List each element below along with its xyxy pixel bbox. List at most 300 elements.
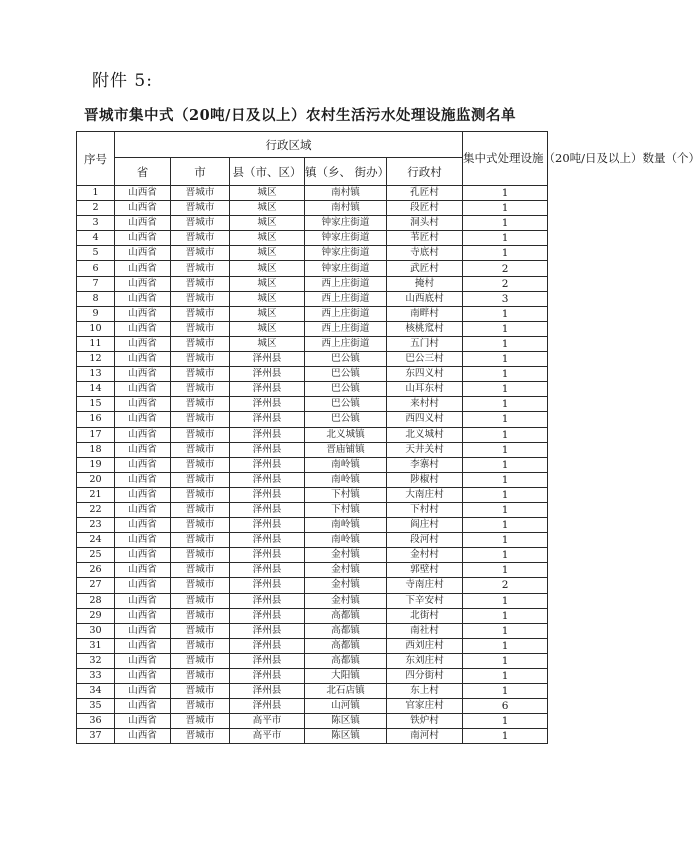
cell-town: 北义城镇 bbox=[305, 427, 387, 442]
table-row bbox=[77, 306, 548, 321]
cell-province: 山西省 bbox=[115, 563, 171, 578]
cell-count: 1 bbox=[463, 518, 548, 533]
cell-count: 1 bbox=[463, 623, 548, 638]
cell-county: 城区 bbox=[230, 276, 305, 291]
cell-count: 1 bbox=[463, 487, 548, 502]
cell-city: 晋城市 bbox=[171, 427, 230, 442]
cell-province: 山西省 bbox=[115, 246, 171, 261]
cell-count: 1 bbox=[463, 336, 548, 351]
cell-village: 下村村 bbox=[387, 502, 463, 517]
cell-province: 山西省 bbox=[115, 321, 171, 336]
cell-city: 晋城市 bbox=[171, 638, 230, 653]
cell-village: 四分街村 bbox=[387, 669, 463, 684]
cell-count: 1 bbox=[463, 472, 548, 487]
cell-index: 28 bbox=[77, 593, 115, 608]
table-row bbox=[77, 502, 548, 517]
cell-village: 西刘庄村 bbox=[387, 638, 463, 653]
table-row bbox=[77, 472, 548, 487]
cell-county: 城区 bbox=[230, 246, 305, 261]
cell-county: 泽州县 bbox=[230, 533, 305, 548]
cell-village: 南河村 bbox=[387, 729, 463, 744]
cell-province: 山西省 bbox=[115, 593, 171, 608]
table-row bbox=[77, 382, 548, 397]
cell-village: 下辛安村 bbox=[387, 593, 463, 608]
cell-index: 26 bbox=[77, 563, 115, 578]
cell-village: 阎庄村 bbox=[387, 518, 463, 533]
cell-town: 钟家庄街道 bbox=[305, 216, 387, 231]
header-village: 行政村 bbox=[387, 158, 463, 186]
cell-county: 城区 bbox=[230, 231, 305, 246]
cell-city: 晋城市 bbox=[171, 321, 230, 336]
table-row bbox=[77, 487, 548, 502]
cell-index: 20 bbox=[77, 472, 115, 487]
cell-index: 22 bbox=[77, 502, 115, 517]
cell-province: 山西省 bbox=[115, 442, 171, 457]
cell-province: 山西省 bbox=[115, 608, 171, 623]
cell-index: 29 bbox=[77, 608, 115, 623]
cell-count: 1 bbox=[463, 382, 548, 397]
table-row bbox=[77, 231, 548, 246]
cell-index: 23 bbox=[77, 518, 115, 533]
cell-count: 1 bbox=[463, 367, 548, 382]
cell-town: 晋庙铺镇 bbox=[305, 442, 387, 457]
cell-town: 高都镇 bbox=[305, 608, 387, 623]
table-row bbox=[77, 321, 548, 336]
cell-county: 泽州县 bbox=[230, 487, 305, 502]
cell-village: 大南庄村 bbox=[387, 487, 463, 502]
cell-town: 下村镇 bbox=[305, 502, 387, 517]
cell-village: 掩村 bbox=[387, 276, 463, 291]
header-city: 市 bbox=[171, 158, 230, 186]
table-row bbox=[77, 684, 548, 699]
cell-town: 巴公镇 bbox=[305, 412, 387, 427]
cell-count: 1 bbox=[463, 729, 548, 744]
cell-count: 1 bbox=[463, 548, 548, 563]
cell-index: 19 bbox=[77, 457, 115, 472]
cell-village: 段匠村 bbox=[387, 201, 463, 216]
cell-village: 李寨村 bbox=[387, 457, 463, 472]
cell-index: 25 bbox=[77, 548, 115, 563]
cell-city: 晋城市 bbox=[171, 246, 230, 261]
cell-province: 山西省 bbox=[115, 201, 171, 216]
cell-count: 2 bbox=[463, 261, 548, 276]
cell-city: 晋城市 bbox=[171, 457, 230, 472]
cell-city: 晋城市 bbox=[171, 684, 230, 699]
cell-town: 南岭镇 bbox=[305, 457, 387, 472]
cell-city: 晋城市 bbox=[171, 397, 230, 412]
cell-province: 山西省 bbox=[115, 623, 171, 638]
cell-town: 大阳镇 bbox=[305, 669, 387, 684]
cell-index: 8 bbox=[77, 291, 115, 306]
cell-city: 晋城市 bbox=[171, 502, 230, 517]
table-row bbox=[77, 201, 548, 216]
cell-city: 晋城市 bbox=[171, 472, 230, 487]
cell-county: 城区 bbox=[230, 216, 305, 231]
cell-city: 晋城市 bbox=[171, 608, 230, 623]
cell-village: 寺南庄村 bbox=[387, 578, 463, 593]
cell-count: 1 bbox=[463, 216, 548, 231]
cell-province: 山西省 bbox=[115, 427, 171, 442]
cell-town: 高都镇 bbox=[305, 638, 387, 653]
table-row bbox=[77, 578, 548, 593]
cell-county: 城区 bbox=[230, 336, 305, 351]
cell-city: 晋城市 bbox=[171, 412, 230, 427]
cell-count: 1 bbox=[463, 397, 548, 412]
cell-index: 21 bbox=[77, 487, 115, 502]
cell-index: 1 bbox=[77, 186, 115, 201]
table-row bbox=[77, 427, 548, 442]
cell-town: 金村镇 bbox=[305, 578, 387, 593]
cell-town: 钟家庄街道 bbox=[305, 261, 387, 276]
cell-index: 36 bbox=[77, 714, 115, 729]
table-row bbox=[77, 352, 548, 367]
header-town: 镇（乡、 街办） bbox=[305, 158, 387, 186]
table-row bbox=[77, 669, 548, 684]
cell-city: 晋城市 bbox=[171, 186, 230, 201]
header-index: 序号 bbox=[77, 132, 115, 186]
cell-count: 1 bbox=[463, 502, 548, 517]
cell-county: 泽州县 bbox=[230, 457, 305, 472]
cell-province: 山西省 bbox=[115, 578, 171, 593]
cell-village: 寺底村 bbox=[387, 246, 463, 261]
cell-county: 城区 bbox=[230, 261, 305, 276]
cell-index: 15 bbox=[77, 397, 115, 412]
cell-village: 孔匠村 bbox=[387, 186, 463, 201]
table-row bbox=[77, 412, 548, 427]
cell-province: 山西省 bbox=[115, 729, 171, 744]
cell-count: 1 bbox=[463, 457, 548, 472]
cell-province: 山西省 bbox=[115, 714, 171, 729]
cell-city: 晋城市 bbox=[171, 623, 230, 638]
cell-count: 3 bbox=[463, 291, 548, 306]
cell-count: 1 bbox=[463, 638, 548, 653]
cell-village: 洞头村 bbox=[387, 216, 463, 231]
cell-city: 晋城市 bbox=[171, 336, 230, 351]
cell-city: 晋城市 bbox=[171, 593, 230, 608]
cell-village: 北义城村 bbox=[387, 427, 463, 442]
cell-index: 3 bbox=[77, 216, 115, 231]
cell-count: 1 bbox=[463, 186, 548, 201]
cell-count: 1 bbox=[463, 306, 548, 321]
cell-index: 13 bbox=[77, 367, 115, 382]
cell-county: 泽州县 bbox=[230, 578, 305, 593]
cell-county: 城区 bbox=[230, 306, 305, 321]
table-row bbox=[77, 186, 548, 201]
cell-town: 南岭镇 bbox=[305, 518, 387, 533]
cell-city: 晋城市 bbox=[171, 291, 230, 306]
cell-town: 金村镇 bbox=[305, 563, 387, 578]
table-row bbox=[77, 457, 548, 472]
cell-county: 泽州县 bbox=[230, 397, 305, 412]
cell-index: 31 bbox=[77, 638, 115, 653]
cell-city: 晋城市 bbox=[171, 653, 230, 668]
cell-province: 山西省 bbox=[115, 382, 171, 397]
cell-province: 山西省 bbox=[115, 352, 171, 367]
table-row bbox=[77, 653, 548, 668]
cell-index: 2 bbox=[77, 201, 115, 216]
cell-count: 1 bbox=[463, 246, 548, 261]
cell-province: 山西省 bbox=[115, 502, 171, 517]
cell-count: 1 bbox=[463, 669, 548, 684]
cell-city: 晋城市 bbox=[171, 367, 230, 382]
cell-county: 城区 bbox=[230, 291, 305, 306]
table-row bbox=[77, 397, 548, 412]
cell-province: 山西省 bbox=[115, 472, 171, 487]
cell-town: 西上庄街道 bbox=[305, 321, 387, 336]
cell-province: 山西省 bbox=[115, 186, 171, 201]
cell-county: 泽州县 bbox=[230, 382, 305, 397]
cell-count: 6 bbox=[463, 699, 548, 714]
cell-county: 高平市 bbox=[230, 714, 305, 729]
cell-village: 金村村 bbox=[387, 548, 463, 563]
table-row bbox=[77, 246, 548, 261]
cell-county: 泽州县 bbox=[230, 502, 305, 517]
table-row bbox=[77, 608, 548, 623]
cell-county: 城区 bbox=[230, 186, 305, 201]
cell-city: 晋城市 bbox=[171, 563, 230, 578]
cell-village: 陟椒村 bbox=[387, 472, 463, 487]
cell-index: 34 bbox=[77, 684, 115, 699]
cell-town: 西上庄街道 bbox=[305, 306, 387, 321]
cell-count: 1 bbox=[463, 201, 548, 216]
cell-count: 1 bbox=[463, 412, 548, 427]
cell-count: 1 bbox=[463, 321, 548, 336]
cell-province: 山西省 bbox=[115, 306, 171, 321]
cell-index: 6 bbox=[77, 261, 115, 276]
table-row bbox=[77, 699, 548, 714]
cell-count: 1 bbox=[463, 442, 548, 457]
cell-county: 泽州县 bbox=[230, 472, 305, 487]
cell-city: 晋城市 bbox=[171, 518, 230, 533]
cell-county: 泽州县 bbox=[230, 412, 305, 427]
cell-town: 巴公镇 bbox=[305, 382, 387, 397]
cell-index: 17 bbox=[77, 427, 115, 442]
cell-village: 北街村 bbox=[387, 608, 463, 623]
cell-town: 陈区镇 bbox=[305, 714, 387, 729]
cell-province: 山西省 bbox=[115, 518, 171, 533]
cell-province: 山西省 bbox=[115, 216, 171, 231]
table-row bbox=[77, 261, 548, 276]
cell-county: 泽州县 bbox=[230, 608, 305, 623]
cell-count: 1 bbox=[463, 714, 548, 729]
cell-city: 晋城市 bbox=[171, 231, 230, 246]
cell-index: 16 bbox=[77, 412, 115, 427]
cell-index: 9 bbox=[77, 306, 115, 321]
cell-village: 来村村 bbox=[387, 397, 463, 412]
cell-town: 西上庄街道 bbox=[305, 276, 387, 291]
cell-city: 晋城市 bbox=[171, 699, 230, 714]
cell-province: 山西省 bbox=[115, 638, 171, 653]
cell-city: 晋城市 bbox=[171, 578, 230, 593]
cell-village: 段河村 bbox=[387, 533, 463, 548]
cell-city: 晋城市 bbox=[171, 442, 230, 457]
table-row bbox=[77, 533, 548, 548]
cell-town: 西上庄街道 bbox=[305, 336, 387, 351]
cell-town: 高都镇 bbox=[305, 623, 387, 638]
cell-county: 泽州县 bbox=[230, 548, 305, 563]
cell-county: 高平市 bbox=[230, 729, 305, 744]
cell-index: 30 bbox=[77, 623, 115, 638]
cell-province: 山西省 bbox=[115, 336, 171, 351]
cell-index: 12 bbox=[77, 352, 115, 367]
cell-city: 晋城市 bbox=[171, 276, 230, 291]
cell-count: 1 bbox=[463, 653, 548, 668]
cell-province: 山西省 bbox=[115, 653, 171, 668]
cell-town: 巴公镇 bbox=[305, 397, 387, 412]
cell-index: 4 bbox=[77, 231, 115, 246]
cell-town: 南村镇 bbox=[305, 201, 387, 216]
cell-town: 山河镇 bbox=[305, 699, 387, 714]
document-title: 晋城市集中式（20吨/日及以上）农村生活污水处理设施监测名单 bbox=[84, 107, 516, 124]
cell-town: 巴公镇 bbox=[305, 352, 387, 367]
cell-city: 晋城市 bbox=[171, 669, 230, 684]
cell-count: 2 bbox=[463, 578, 548, 593]
cell-city: 晋城市 bbox=[171, 352, 230, 367]
cell-town: 钟家庄街道 bbox=[305, 231, 387, 246]
header-province: 省 bbox=[115, 158, 171, 186]
cell-town: 巴公镇 bbox=[305, 367, 387, 382]
cell-county: 泽州县 bbox=[230, 638, 305, 653]
cell-county: 泽州县 bbox=[230, 367, 305, 382]
cell-village: 西四义村 bbox=[387, 412, 463, 427]
cell-town: 南岭镇 bbox=[305, 472, 387, 487]
cell-index: 14 bbox=[77, 382, 115, 397]
cell-county: 泽州县 bbox=[230, 669, 305, 684]
cell-index: 5 bbox=[77, 246, 115, 261]
cell-count: 1 bbox=[463, 593, 548, 608]
cell-count: 1 bbox=[463, 563, 548, 578]
cell-village: 五门村 bbox=[387, 336, 463, 351]
cell-town: 南村镇 bbox=[305, 186, 387, 201]
cell-county: 泽州县 bbox=[230, 684, 305, 699]
table-row bbox=[77, 729, 548, 744]
cell-index: 18 bbox=[77, 442, 115, 457]
cell-village: 东四义村 bbox=[387, 367, 463, 382]
cell-province: 山西省 bbox=[115, 291, 171, 306]
cell-county: 泽州县 bbox=[230, 442, 305, 457]
table-row bbox=[77, 276, 548, 291]
table-row bbox=[77, 336, 548, 351]
cell-index: 33 bbox=[77, 669, 115, 684]
cell-town: 下村镇 bbox=[305, 487, 387, 502]
facility-table bbox=[76, 131, 700, 744]
table-row bbox=[77, 593, 548, 608]
cell-city: 晋城市 bbox=[171, 533, 230, 548]
header-county: 县（市、区） bbox=[230, 158, 305, 186]
cell-town: 高都镇 bbox=[305, 653, 387, 668]
table-row bbox=[77, 548, 548, 563]
cell-county: 城区 bbox=[230, 321, 305, 336]
cell-count: 1 bbox=[463, 231, 548, 246]
cell-village: 武匠村 bbox=[387, 261, 463, 276]
cell-index: 7 bbox=[77, 276, 115, 291]
cell-village: 山西底村 bbox=[387, 291, 463, 306]
cell-village: 南社村 bbox=[387, 623, 463, 638]
cell-village: 铁炉村 bbox=[387, 714, 463, 729]
cell-village: 东上村 bbox=[387, 684, 463, 699]
cell-count: 1 bbox=[463, 608, 548, 623]
cell-city: 晋城市 bbox=[171, 729, 230, 744]
table-row bbox=[77, 623, 548, 638]
cell-city: 晋城市 bbox=[171, 201, 230, 216]
table-row bbox=[77, 638, 548, 653]
table-header bbox=[77, 132, 700, 186]
table-row bbox=[77, 291, 548, 306]
table-row bbox=[77, 442, 548, 457]
cell-province: 山西省 bbox=[115, 412, 171, 427]
cell-province: 山西省 bbox=[115, 669, 171, 684]
table-row bbox=[77, 216, 548, 231]
cell-village: 山耳东村 bbox=[387, 382, 463, 397]
cell-province: 山西省 bbox=[115, 533, 171, 548]
table-body bbox=[77, 186, 548, 744]
cell-city: 晋城市 bbox=[171, 261, 230, 276]
cell-county: 泽州县 bbox=[230, 427, 305, 442]
cell-city: 晋城市 bbox=[171, 548, 230, 563]
cell-province: 山西省 bbox=[115, 548, 171, 563]
header-admin-region: 行政区域 bbox=[115, 132, 463, 158]
cell-province: 山西省 bbox=[115, 684, 171, 699]
cell-city: 晋城市 bbox=[171, 216, 230, 231]
header-count: 集中式处理设施（20吨/日及以上）数量（个） bbox=[463, 132, 548, 186]
cell-city: 晋城市 bbox=[171, 714, 230, 729]
cell-city: 晋城市 bbox=[171, 487, 230, 502]
cell-province: 山西省 bbox=[115, 699, 171, 714]
cell-town: 北石店镇 bbox=[305, 684, 387, 699]
cell-county: 城区 bbox=[230, 201, 305, 216]
cell-town: 南岭镇 bbox=[305, 533, 387, 548]
cell-town: 金村镇 bbox=[305, 593, 387, 608]
cell-index: 11 bbox=[77, 336, 115, 351]
cell-village: 官家庄村 bbox=[387, 699, 463, 714]
cell-town: 金村镇 bbox=[305, 548, 387, 563]
cell-county: 泽州县 bbox=[230, 699, 305, 714]
cell-village: 东刘庄村 bbox=[387, 653, 463, 668]
cell-county: 泽州县 bbox=[230, 593, 305, 608]
cell-county: 泽州县 bbox=[230, 653, 305, 668]
table-row bbox=[77, 367, 548, 382]
cell-count: 1 bbox=[463, 352, 548, 367]
cell-province: 山西省 bbox=[115, 261, 171, 276]
cell-county: 泽州县 bbox=[230, 563, 305, 578]
cell-county: 泽州县 bbox=[230, 518, 305, 533]
cell-province: 山西省 bbox=[115, 487, 171, 502]
cell-village: 苇匠村 bbox=[387, 231, 463, 246]
cell-count: 1 bbox=[463, 684, 548, 699]
cell-village: 天井关村 bbox=[387, 442, 463, 457]
cell-village: 巴公三村 bbox=[387, 352, 463, 367]
cell-count: 1 bbox=[463, 533, 548, 548]
cell-index: 37 bbox=[77, 729, 115, 744]
cell-index: 10 bbox=[77, 321, 115, 336]
cell-city: 晋城市 bbox=[171, 306, 230, 321]
cell-province: 山西省 bbox=[115, 276, 171, 291]
cell-town: 西上庄街道 bbox=[305, 291, 387, 306]
cell-province: 山西省 bbox=[115, 457, 171, 472]
cell-county: 泽州县 bbox=[230, 352, 305, 367]
cell-count: 2 bbox=[463, 276, 548, 291]
cell-index: 27 bbox=[77, 578, 115, 593]
table-row bbox=[77, 563, 548, 578]
cell-count: 1 bbox=[463, 427, 548, 442]
cell-village: 南畔村 bbox=[387, 306, 463, 321]
attachment-label: 附件 5: bbox=[92, 71, 153, 91]
cell-province: 山西省 bbox=[115, 367, 171, 382]
cell-index: 35 bbox=[77, 699, 115, 714]
cell-town: 陈区镇 bbox=[305, 729, 387, 744]
table-row bbox=[77, 714, 548, 729]
cell-county: 泽州县 bbox=[230, 623, 305, 638]
